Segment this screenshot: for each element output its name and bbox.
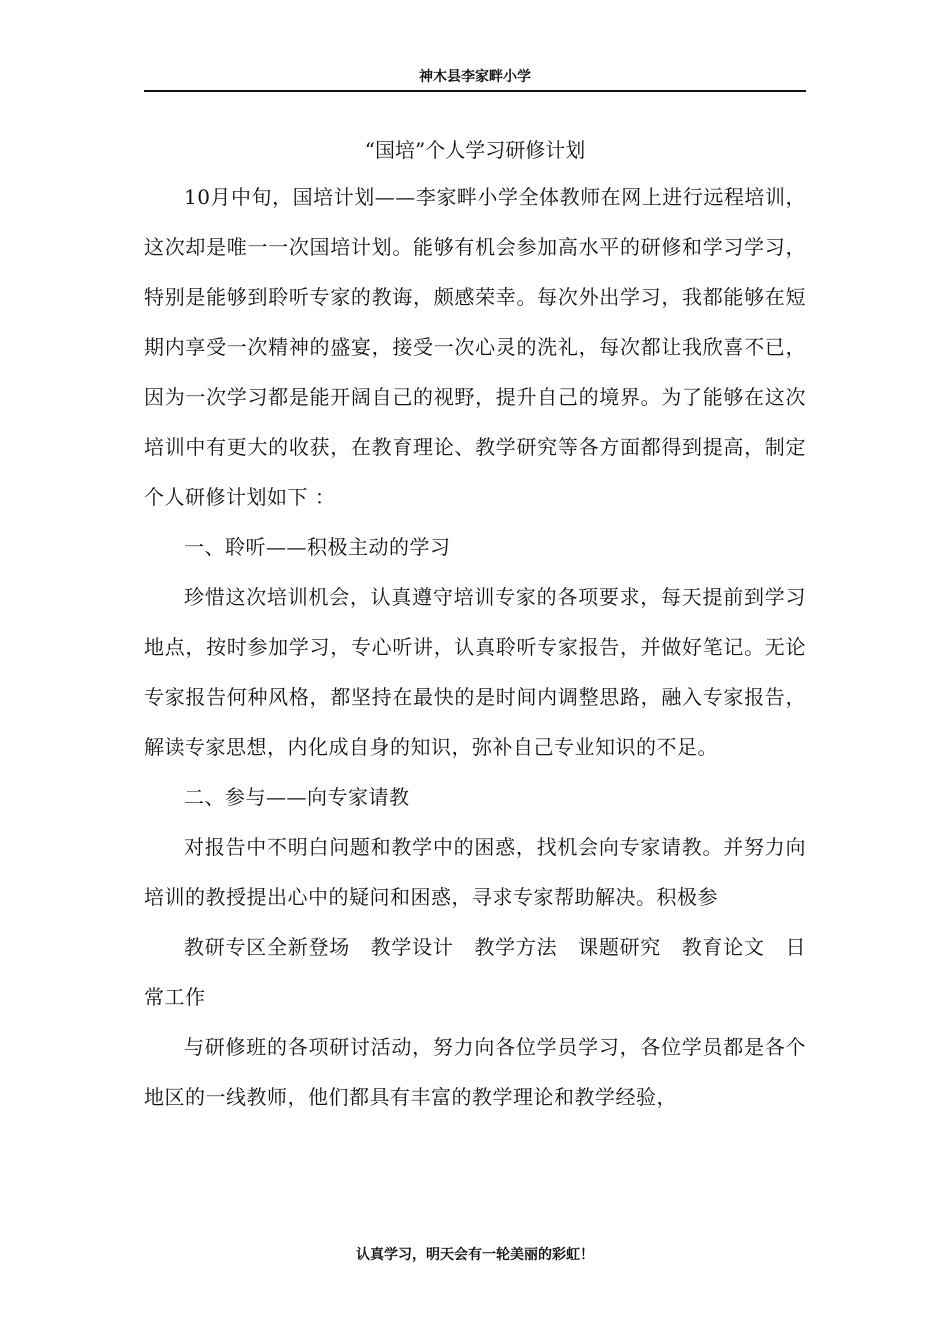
section-heading-listen: 一、聆听——积极主动的学习 bbox=[184, 535, 451, 559]
page-header bbox=[144, 66, 806, 92]
section-heading-participate: 二、参与——向专家请教 bbox=[184, 785, 410, 809]
page-footer bbox=[0, 1244, 950, 1266]
header-school-name: 神木县李家畔小学 bbox=[419, 69, 531, 85]
paragraph-intro: 10月中旬，国培计划——李家畔小学全体教师在网上进行远程培训，这次却是唯一一次国培计划。能够有机会参加高水平的研修和学习学习，特别是能够到聆听专家的教诲，颇感荣幸。每次外出学习，我都能够在短期内享受一次精神的盛宴，接受一次心灵的洗礼，每次都让我欣喜不已，因为一次学习都是能开阔自己的视野，提升自己的境界。为了能够在这次培训中有更大的收获，在教育理论、教学研究等各方面都得到提高，制定个人研修计划如下 ： bbox=[144, 185, 806, 509]
paragraph-ad-line: 教研专区全新登场 教学设计 教学方法 课题研究 教育论文 日常工作 bbox=[144, 935, 806, 1009]
document-body bbox=[144, 128, 806, 1122]
paragraph-listen: 珍惜这次培训机会，认真遵守培训专家的各项要求，每天提前到学习地点，按时参加学习，专心听讲，认真聆听专家报告，并做好笔记。无论专家报告何种风格，都坚持在最快的是时间内调整思路，融入专家报告，解读专家思想，内化成自身的知识，弥补自己专业知识的不足。 bbox=[144, 585, 806, 759]
paragraph-participate: 对报告中不明白问题和教学中的困惑，找机会向专家请教。并努力向培训的教授提出心中的疑问和困惑，寻求专家帮助解决。积极参 bbox=[144, 835, 806, 909]
document-title: “国培”个人学习研修计划 bbox=[364, 138, 586, 162]
footer-motto: 认真学习，明天会有一轮美丽的彩虹！ bbox=[356, 1247, 594, 1263]
paragraph-continued: 与研修班的各项研讨活动，努力向各位学员学习，各位学员都是各个地区的一线教师，他们都具有丰富的教学理论和教学经验， bbox=[144, 1035, 806, 1109]
